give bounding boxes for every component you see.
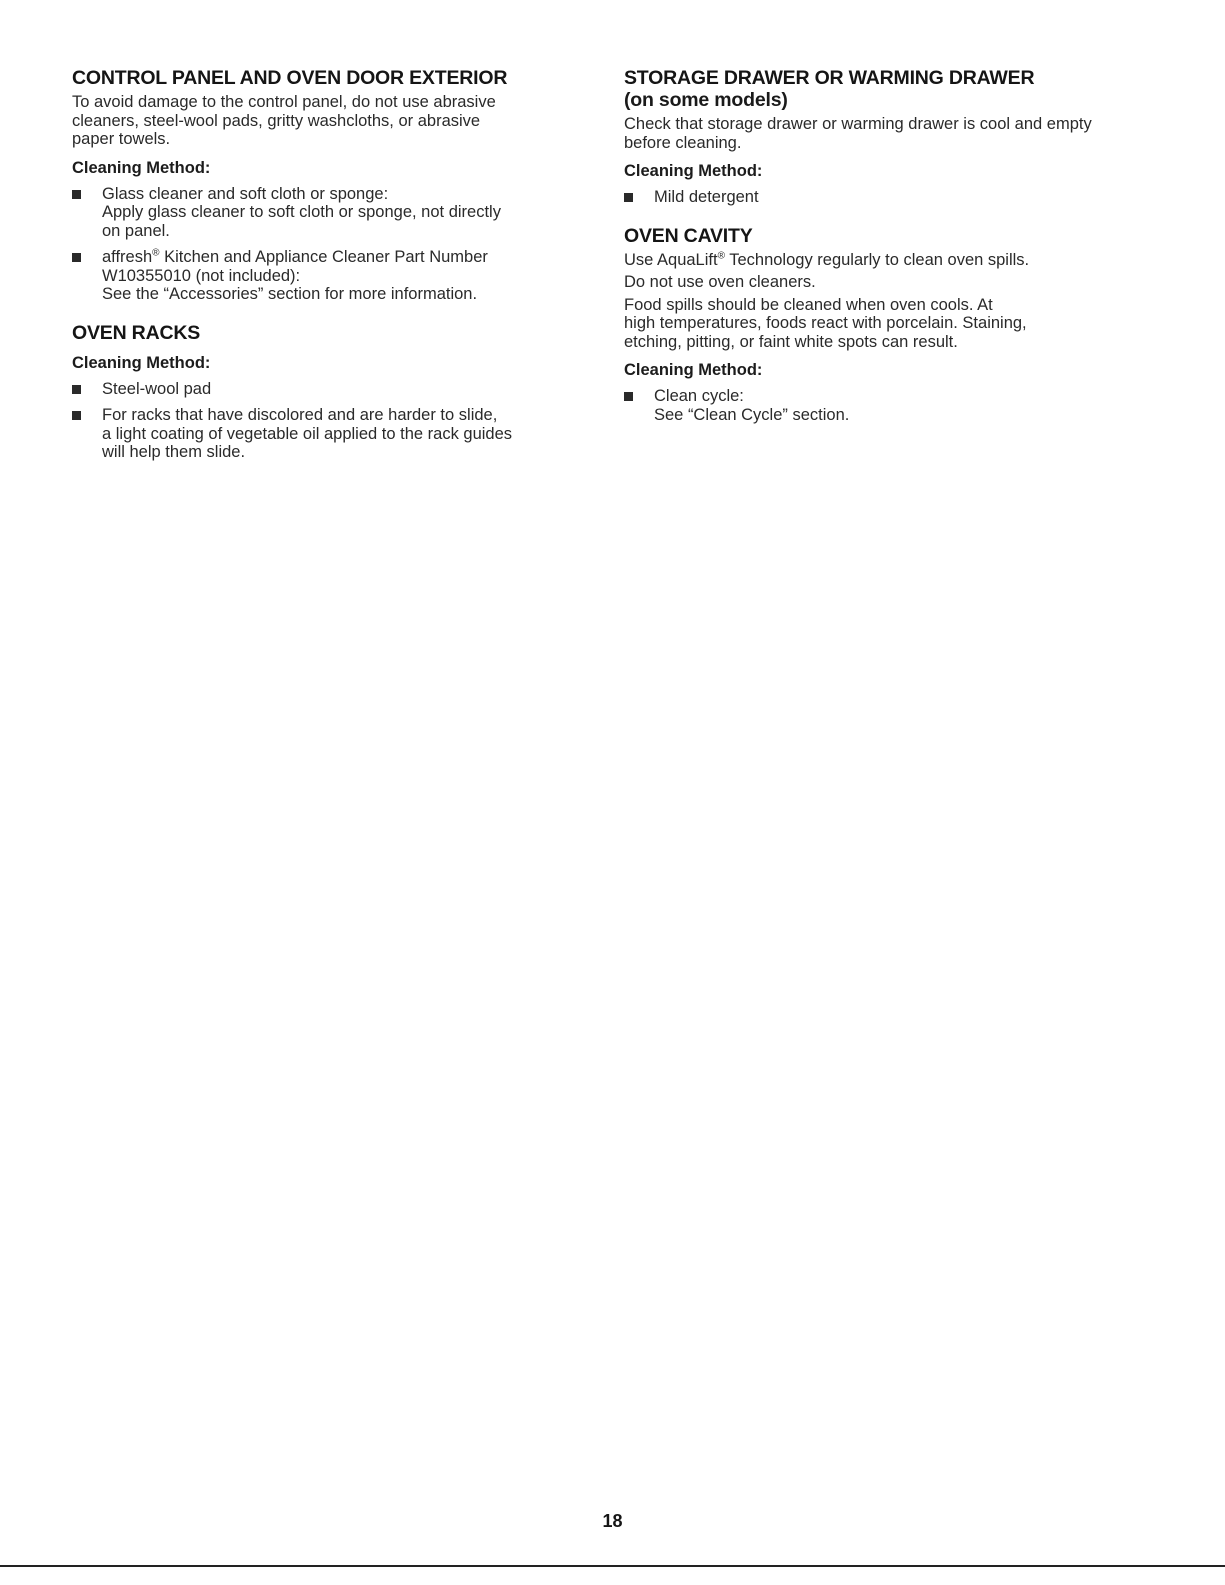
section-title: CONTROL PANEL AND OVEN DOOR EXTERIOR bbox=[72, 67, 508, 89]
section-title: STORAGE DRAWER OR WARMING DRAWER bbox=[624, 67, 1035, 89]
square-bullet-icon bbox=[72, 190, 81, 199]
section-intro: To avoid damage to the control panel, do not use abrasive cleaners, steel-wool pads, gritty washcloths, or abrasive paper towels. bbox=[72, 93, 496, 148]
cleaning-method-label: Cleaning Method: bbox=[624, 361, 763, 379]
square-bullet-icon bbox=[624, 392, 633, 401]
section-storage-drawer bbox=[624, 67, 1154, 111]
oven-cavity-paragraph-2: Do not use oven cleaners. bbox=[624, 273, 816, 291]
list-item: affresh® Kitchen and Appliance Cleaner Part Number W10355010 (not included): See the “Accessories” section for more information. bbox=[72, 248, 562, 304]
cleaning-method-list bbox=[624, 387, 1154, 424]
section-oven-racks bbox=[72, 322, 562, 344]
section-subtitle: (on some models) bbox=[624, 89, 788, 111]
section-control-panel bbox=[72, 67, 562, 89]
cleaning-method-list bbox=[72, 185, 562, 304]
cleaning-method-label: Cleaning Method: bbox=[72, 158, 211, 177]
section-oven-cavity bbox=[624, 225, 1154, 247]
square-bullet-icon bbox=[624, 193, 633, 202]
list-item: Steel-wool pad bbox=[72, 380, 562, 399]
list-item: For racks that have discolored and are harder to slide, a light coating of vegetable oil applied to the rack guides will help them slide. bbox=[72, 406, 562, 462]
oven-cavity-paragraph-3: Food spills should be cleaned when oven cools. At high temperatures, foods react with porcelain. Staining, etching, pitting, or faint white spots can result. bbox=[624, 295, 1027, 351]
cleaning-method-label: Cleaning Method: bbox=[624, 162, 763, 180]
cleaning-method-label: Cleaning Method: bbox=[72, 353, 211, 372]
right-column bbox=[624, 67, 1154, 432]
square-bullet-icon bbox=[72, 411, 81, 420]
square-bullet-icon bbox=[72, 253, 81, 262]
list-item: Glass cleaner and soft cloth or sponge: Apply glass cleaner to soft cloth or sponge, not directly on panel. bbox=[72, 185, 562, 241]
cleaning-method-list bbox=[72, 380, 562, 462]
cleaning-method-list bbox=[624, 188, 1154, 207]
list-item: Clean cycle: See “Clean Cycle” section. bbox=[624, 387, 1154, 424]
page-number: 18 bbox=[602, 1511, 623, 1531]
registered-mark: ® bbox=[152, 247, 160, 259]
page-bottom-rule bbox=[0, 1565, 1225, 1567]
list-item: Mild detergent bbox=[624, 188, 1154, 207]
section-intro: Check that storage drawer or warming drawer is cool and empty before cleaning. bbox=[624, 115, 1092, 152]
section-title: OVEN CAVITY bbox=[624, 224, 753, 247]
square-bullet-icon bbox=[72, 385, 81, 394]
oven-cavity-paragraph-1: Use AquaLift® Technology regularly to clean oven spills. bbox=[624, 250, 1030, 269]
registered-mark: ® bbox=[717, 250, 725, 261]
left-column bbox=[72, 67, 562, 470]
section-title: OVEN RACKS bbox=[72, 321, 201, 344]
